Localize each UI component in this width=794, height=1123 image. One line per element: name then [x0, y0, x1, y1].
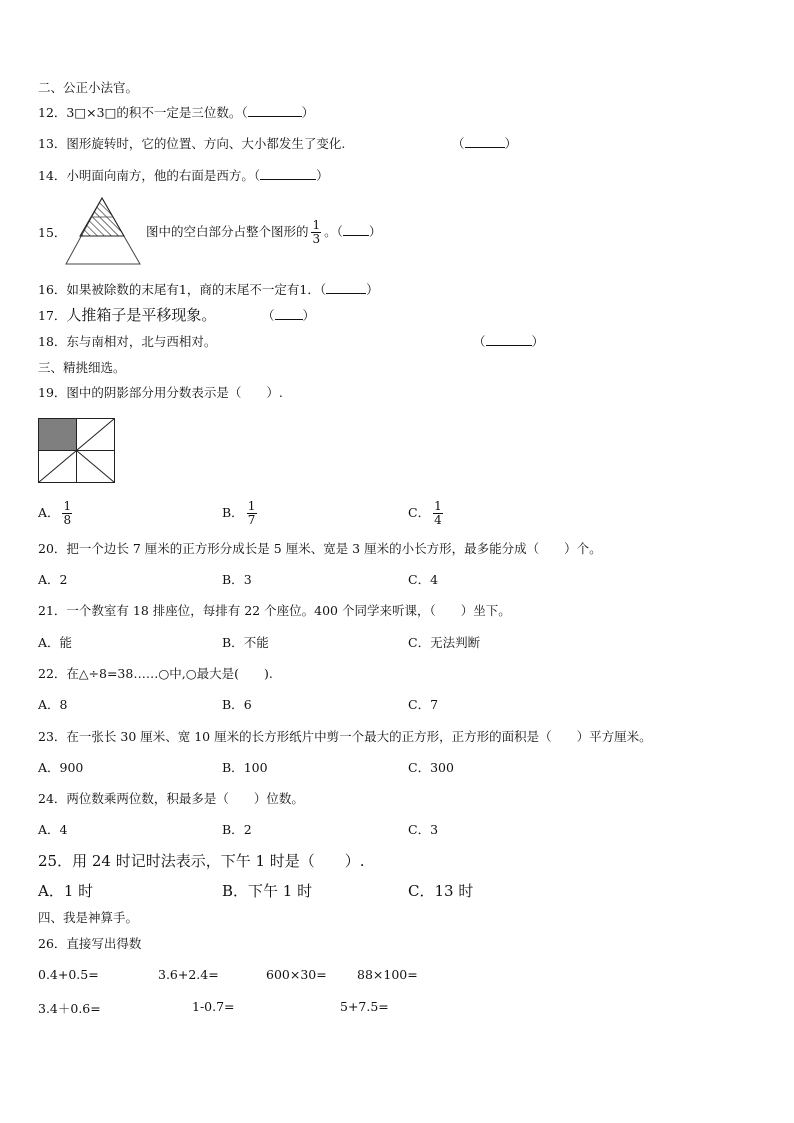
question-number: 12． [38, 105, 67, 120]
option-a[interactable]: A．2 [38, 572, 68, 587]
question-22 [38, 666, 273, 682]
question-15-number: 15． [38, 225, 67, 240]
calc-item: 88×100= [357, 967, 418, 982]
option-a[interactable]: A．4 [38, 822, 68, 837]
question-number: 21． [38, 603, 67, 618]
question-text: 用 24 时记时法表示，下午 1 时是（ ）. [72, 852, 365, 870]
option-c[interactable]: C．13 时 [408, 882, 474, 900]
question-26 [38, 936, 141, 952]
option-c[interactable]: C．300 [408, 760, 454, 775]
question-20 [38, 541, 602, 557]
question-21 [38, 603, 511, 619]
calc-item: 5+7.5= [340, 999, 389, 1014]
question-number: 23． [38, 729, 67, 744]
question-number: 13． [38, 136, 67, 151]
option-a[interactable]: A．8 [38, 697, 68, 712]
question-text: 图中的阴影部分用分数表示是（ ）. [66, 385, 283, 400]
option-c[interactable]: C．4 [408, 572, 439, 587]
question-number: 14． [38, 168, 67, 183]
option-b[interactable]: B． $\frac{1}{7}$ [222, 499, 256, 527]
question-text: 两位数乘两位数，积最多是（ ）位数。 [66, 791, 304, 806]
question-text: 把一个边长 7 厘米的正方形分成长是 5 厘米、宽是 3 厘米的小长方形，最多能分成（ ）个。 [66, 541, 602, 556]
question-15: 图中的空白部分占整个图形的 $\frac{1}{3}$ 。（ ） [146, 218, 382, 246]
answer-blank[interactable] [326, 282, 366, 294]
question-13-answer: （ ） [452, 136, 518, 151]
question-16: 16．如果被除数的末尾有1，商的末尾不一定有1．（ ） [38, 282, 379, 297]
calc-item: 1-0.7= [192, 999, 235, 1014]
question-number: 22． [38, 666, 67, 681]
fraction-one-third: $\frac{1}{3}$ [312, 218, 321, 246]
square-figure [38, 418, 116, 484]
option-c[interactable]: C． $\frac{1}{4}$ [408, 499, 442, 527]
question-text: 东与南相对，北与西相对。 [66, 334, 217, 349]
question-number: 17． [38, 308, 67, 323]
question-14: 14．小明面向南方，他的右面是西方。（ ） [38, 168, 329, 183]
question-number: 16． [38, 282, 67, 297]
question-17 [38, 306, 216, 324]
answer-blank[interactable] [465, 136, 505, 148]
answer-blank[interactable] [486, 334, 532, 346]
calc-item: 0.4+0.5= [38, 967, 99, 982]
option-c[interactable]: C．无法判断 [408, 635, 481, 650]
triangle-figure [64, 196, 146, 266]
answer-blank[interactable] [260, 168, 316, 180]
question-12: 12．3□×3□的积不一定是三位数。（ ） [38, 105, 315, 120]
question-number: 20． [38, 541, 67, 556]
calc-item: 3.6+2.4= [158, 967, 219, 982]
option-a[interactable]: A． $\frac{1}{8}$ [38, 499, 72, 527]
question-18 [38, 334, 216, 350]
option-c[interactable]: C．3 [408, 822, 439, 837]
question-text: 图形旋转时，它的位置、方向、大小都发生了变化. [66, 136, 346, 151]
question-text: 一个教室有 18 排座位，每排有 22 个座位。400 个同学来听课，（ ）坐下。 [66, 603, 511, 618]
option-b[interactable]: B．3 [222, 572, 252, 587]
section-heading-4: 四、我是神算手。 [38, 910, 139, 925]
question-text: 3□×3□的积不一定是三位数。（ [66, 105, 248, 120]
question-17-answer: （ ） [262, 308, 316, 323]
question-text: 小明面向南方，他的右面是西方。（ [66, 168, 261, 183]
question-text: 直接写出得数 [66, 936, 142, 951]
question-text: 如果被除数的末尾有1，商的末尾不一定有1．（ [66, 282, 327, 297]
section-heading-2: 二、公正小法官。 [38, 80, 139, 95]
question-13 [38, 136, 345, 152]
option-b[interactable]: B．6 [222, 697, 252, 712]
question-text: 人推箱子是平移现象。 [66, 306, 217, 324]
question-23 [38, 729, 652, 745]
calc-item: 600×30= [266, 967, 327, 982]
question-number: 18． [38, 334, 67, 349]
question-number: 19． [38, 385, 67, 400]
question-number: 24． [38, 791, 67, 806]
option-b[interactable]: B．下午 1 时 [222, 882, 313, 900]
question-text: 在△÷8=38……○中,○最大是( ). [66, 666, 273, 681]
option-c[interactable]: C．7 [408, 697, 439, 712]
question-text: 在一张长 30 厘米、宽 10 厘米的长方形纸片中剪一个最大的正方形，正方形的面积是（ ）平方厘米。 [66, 729, 652, 744]
question-18-answer: （ ） [473, 334, 545, 349]
question-text: 图中的空白部分占整个图形的 [146, 224, 309, 239]
answer-blank[interactable] [248, 105, 302, 117]
option-a[interactable]: A．1 时 [38, 882, 94, 900]
question-number: 26． [38, 936, 67, 951]
question-24 [38, 791, 304, 807]
question-number: 25． [38, 852, 73, 870]
option-b[interactable]: B．不能 [222, 635, 269, 650]
option-a[interactable]: A．900 [38, 760, 84, 775]
option-a[interactable]: A．能 [38, 635, 73, 650]
question-25 [38, 852, 365, 870]
option-b[interactable]: B．100 [222, 760, 268, 775]
answer-blank[interactable] [275, 308, 303, 320]
answer-blank[interactable] [343, 224, 369, 236]
section-heading-3: 三、精挑细选。 [38, 360, 126, 375]
question-19 [38, 385, 283, 401]
option-b[interactable]: B．2 [222, 822, 252, 837]
calc-item: 3.4＋0.6= [38, 1001, 101, 1016]
